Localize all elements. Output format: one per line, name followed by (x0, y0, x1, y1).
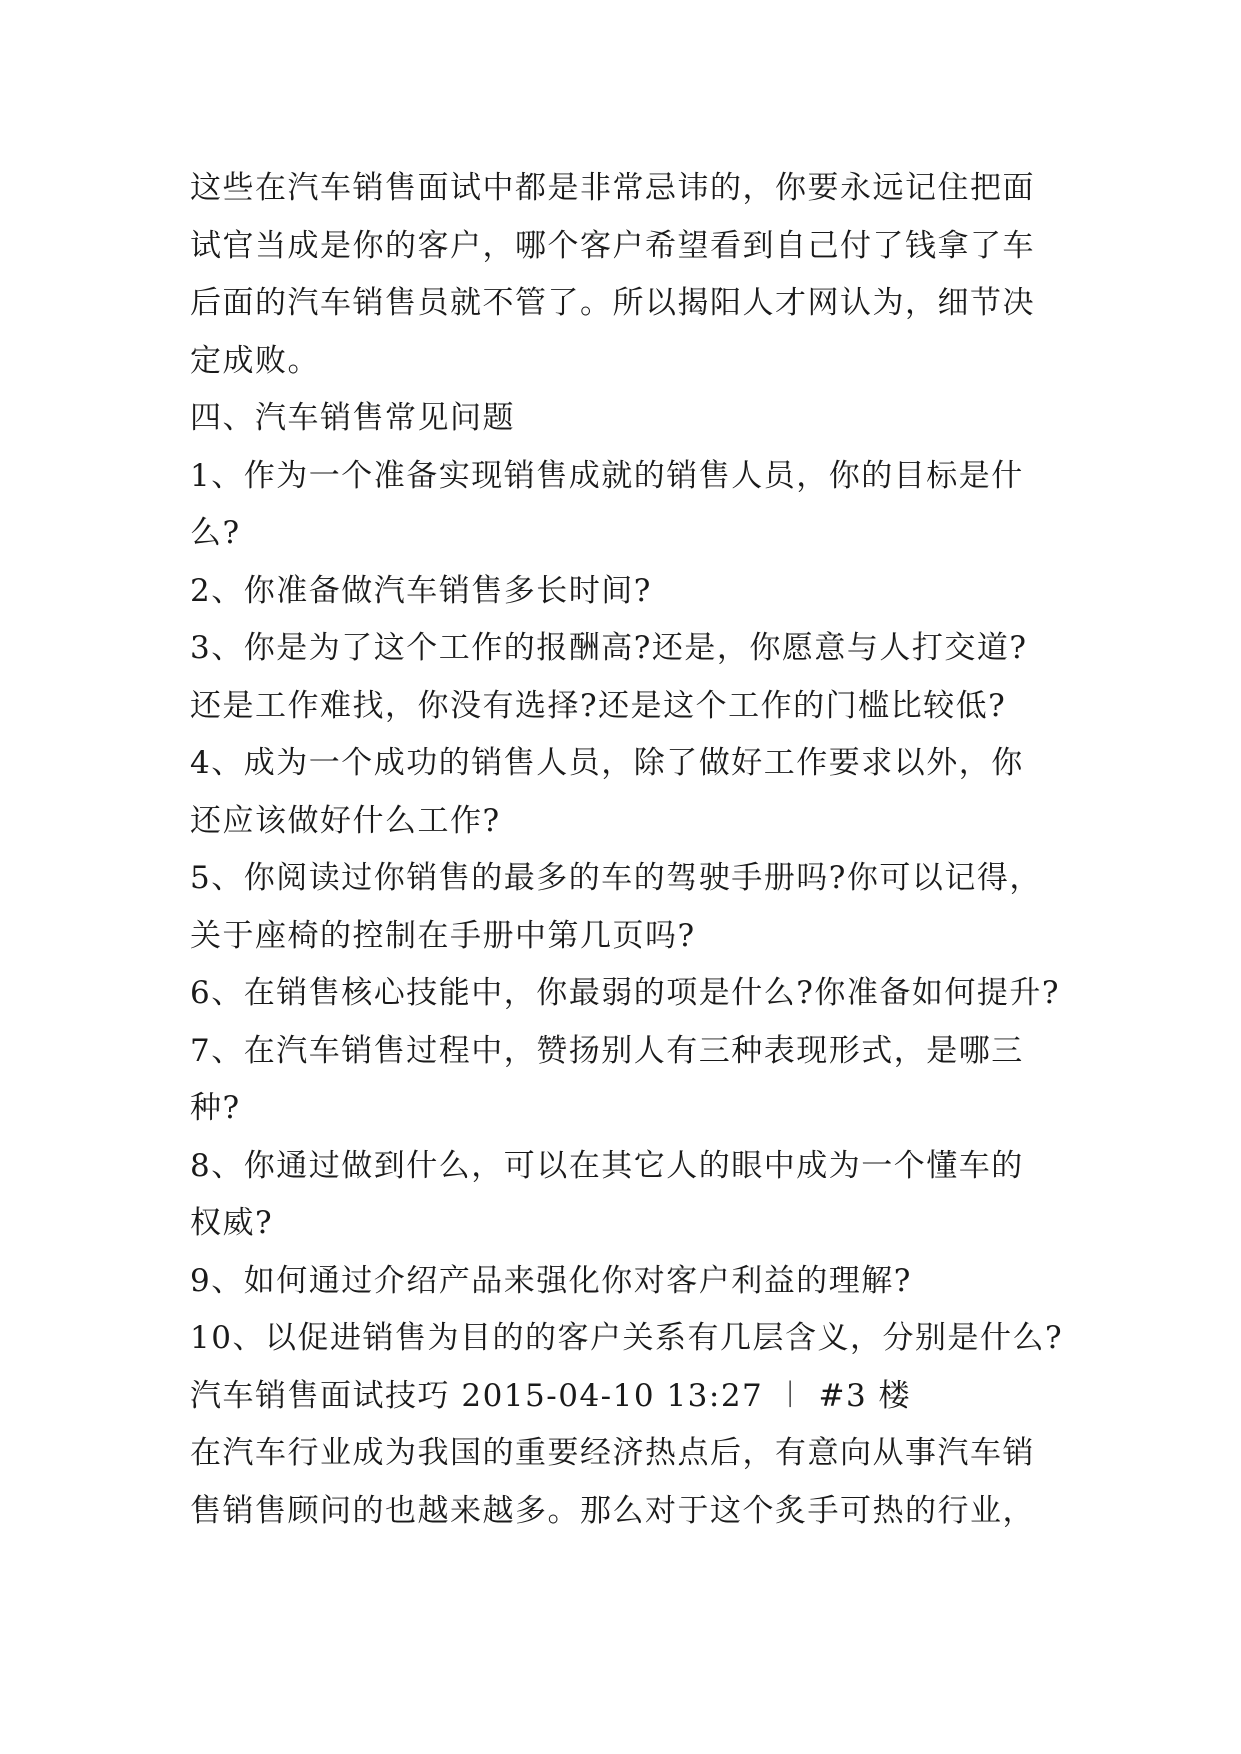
question-1: 1、作为一个准备实现销售成就的销售人员，你的目标是什 (190, 457, 1024, 494)
text-line: 试官当成是你的客户，哪个客户希望看到自己付了钱拿了车 (190, 227, 1035, 264)
question-4: 4、成为一个成功的销售人员，除了做好工作要求以外，你 (190, 745, 1024, 781)
question-10: 10、以促进销售为目的的客户关系有几层含义，分别是什么? (190, 1320, 1064, 1356)
text-line: 这些在汽车销售面试中都是非常忌讳的，你要永远记住把面 (190, 170, 1035, 206)
question-8: 8、你通过做到什么，可以在其它人的眼中成为一个懂车的 (190, 1147, 1024, 1184)
question-5-cont: 关于座椅的控制在手册中第几页吗? (190, 917, 696, 954)
text-line: 售销售顾问的也越来越多。那么对于这个炙手可热的行业， (190, 1492, 1035, 1529)
question-7: 7、在汽车销售过程中，赞扬别人有三种表现形式，是哪三 (190, 1032, 1024, 1069)
document-body (190, 160, 1064, 1540)
question-2: 2、你准备做汽车销售多长时间? (190, 572, 652, 609)
question-5: 5、你阅读过你销售的最多的车的驾驶手册吗?你可以记得， (190, 860, 1042, 896)
question-3-cont: 还是工作难找，你没有选择?还是这个工作的门槛比较低? (190, 687, 1007, 724)
text-line: 定成败。 (190, 342, 320, 379)
text-line: 后面的汽车销售员就不管了。所以揭阳人才网认为，细节决 (190, 285, 1035, 321)
question-7-cont: 种? (190, 1090, 241, 1126)
text-line: 在汽车行业成为我国的重要经济热点后，有意向从事汽车销 (190, 1435, 1035, 1471)
question-3: 3、你是为了这个工作的报酬高?还是，你愿意与人打交道? (190, 630, 1028, 666)
question-8-cont: 权威? (190, 1205, 274, 1241)
question-1-cont: 么? (190, 515, 241, 551)
question-9: 9、如何通过介绍产品来强化你对客户利益的理解? (190, 1262, 912, 1299)
question-6: 6、在销售核心技能中，你最弱的项是什么?你准备如何提升? (190, 975, 1060, 1011)
question-4-cont: 还应该做好什么工作? (190, 802, 501, 839)
post-header: 汽车销售面试技巧 2015-04-10 13:27 ︱ #3 楼 (190, 1377, 912, 1414)
section-heading: 四、汽车销售常见问题 (190, 400, 515, 436)
